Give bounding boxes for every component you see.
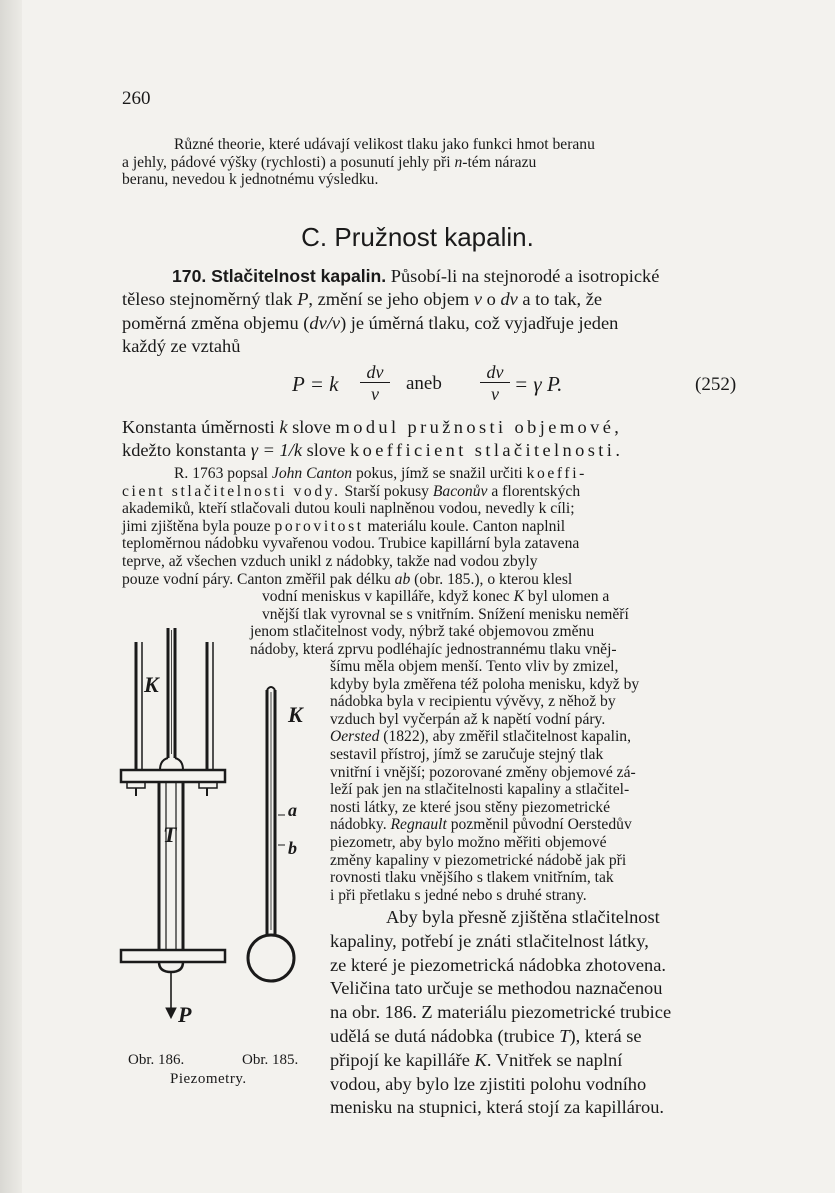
- final-line-6: udělá se dutá nádobka (trubice T), která se: [330, 1025, 642, 1046]
- para170-line-3: poměrná změna objemu (dv/v) je úměrná tlaku, což vyjadřuje jeden: [122, 312, 619, 333]
- konstanta-paragraph: [122, 416, 744, 463]
- caption-piezometry: Piezometry.: [170, 1071, 247, 1087]
- konstanta-line-1: Konstanta úměrnosti k slove modul pružnosti objemové,: [122, 417, 623, 437]
- final-line-9: menisku na stupnici, která stojí za kapillárou.: [330, 1097, 665, 1118]
- fraction-1: [360, 362, 390, 405]
- history-line-19: leží pak jen na stlačitelnosti kapaliny a stlačitel-: [330, 781, 630, 799]
- final-line-3: ze které je piezometrická nádobka zhotovena.: [330, 954, 666, 975]
- history-line-24: rovnosti tlaku vnějšího s tlakem vnitřním, tak: [330, 869, 614, 887]
- figure-label-b: b: [288, 838, 297, 858]
- final-line-7: připojí ke kapilláře K. Vnitřek se naplní: [330, 1049, 623, 1070]
- final-line-5: na obr. 186. Z materiálu piezometrické trubice: [330, 1002, 672, 1023]
- piezometer-185: [248, 687, 294, 981]
- para170-line-4: každý ze vztahů: [122, 336, 241, 357]
- fraction-1-denominator: v: [371, 384, 379, 404]
- history-line-10: jenom stlačitelnost vody, nýbrž také objemovou změnu: [250, 623, 595, 641]
- history-line-13: kdyby byla změřena též poloha menisku, když by: [330, 675, 640, 693]
- section-heading: C. Pružnost kapalin.: [301, 222, 534, 252]
- konstanta-line-2: kdežto konstanta γ = 1/k slove koefficient stlačitelnosti.: [122, 440, 624, 461]
- intro-paragraph: [122, 136, 744, 189]
- history-wrap-a: [250, 588, 744, 658]
- history-line-1: R. 1763 popsal John Canton pokus, jímž se snažil určiti koeffi-: [174, 465, 587, 482]
- figure-label-t: T: [163, 822, 177, 847]
- history-line-20: nosti látky, ze které jsou stěny piezometrické: [330, 798, 611, 816]
- equation-left-side: P = k: [292, 372, 339, 396]
- para170-line-2: těleso stejnoměrný tlak P, změní se jeho objem v o dv a to tak, že: [122, 289, 603, 310]
- history-line-22: piezometr, aby bylo možno měřiti objemové: [330, 833, 607, 851]
- caption-obr-186: Obr. 186.: [128, 1052, 185, 1068]
- equation-aneb: aneb: [406, 373, 442, 394]
- page-edge-shadow: [0, 0, 22, 1193]
- fraction-2-denominator: v: [491, 384, 499, 404]
- figure-label-p: P: [178, 1002, 192, 1027]
- history-paragraph: [122, 465, 744, 588]
- history-line-3: akademiků, kteří stlačovali dutou kouli naplněnou vodou, nevedly k cíli;: [122, 500, 575, 518]
- history-line-4: jimi zjištěna byla pouze porovitost materiálu koule. Canton naplnil: [122, 517, 566, 535]
- fraction-2-numerator: dv: [480, 362, 510, 383]
- history-line-23: změny kapaliny v piezometrické nádobě jak při: [330, 851, 627, 869]
- intro-line-2: a jehly, pádové výšky (rychlosti) a posunutí jehly při n-tém nárazu: [122, 153, 537, 171]
- intro-line-1: Různé theorie, které udávají velikost tlaku jako funkci hmot beranu: [174, 136, 595, 153]
- final-paragraph: [330, 906, 744, 1120]
- history-line-25: i při přetlaku s jedné nebo s druhé strany.: [330, 886, 587, 904]
- history-line-12: šímu měla objem menší. Tento vliv by zmizel,: [330, 658, 619, 675]
- history-line-7: pouze vodní páry. Canton změřil pak délku ab (obr. 185.), o kterou klesl: [122, 570, 573, 588]
- final-line-8: vodou, aby bylo lze zjistiti polohu vodního: [330, 1073, 647, 1094]
- fraction-2: [480, 362, 510, 405]
- history-line-6: teprve, až všechen vzduch unikl z nádobky, takže nad vodou zbyly: [122, 552, 538, 570]
- equation-number: (252): [695, 374, 737, 395]
- final-line-4: Veličina tato určuje se methodou naznačenou: [330, 978, 663, 999]
- para170-line-1: 170. Stlačitelnost kapalin. Působí-li na stejnorodé a isotropické: [172, 266, 660, 286]
- history-line-9: vnější tlak vyrovnal se s vnitřním. Snížení menisku neměří: [262, 605, 629, 623]
- paragraph-170: [122, 265, 744, 359]
- final-line-2: kapaliny, potřebí je znáti stlačitelnost látky,: [330, 930, 649, 951]
- final-line-1: Aby byla přesně zjištěna stlačitelnost: [386, 907, 660, 927]
- history-line-21: nádobky. Regnault pozměnil původní Oerstedův: [330, 816, 632, 834]
- history-line-18: vnitřní i vnější; pozorované změny objemové zá-: [330, 763, 636, 781]
- history-wrap-b: [330, 658, 744, 904]
- history-line-5: teploměrnou nádobku vyvařenou vodou. Trubice kapillární byla zatavena: [122, 535, 580, 553]
- history-line-14: nádobka byla v recipientu vývěvy, z něhož by: [330, 693, 616, 711]
- history-line-11: nádoby, která zprvu podléhajíc jednostrannému tlaku vněj-: [250, 640, 617, 658]
- section-170-title: 170. Stlačitelnost kapalin.: [172, 266, 387, 286]
- history-line-8: vodní meniskus v kapilláře, když konec K byl ulomen a: [262, 588, 610, 605]
- figure-label-k-right: K: [288, 702, 303, 727]
- figure-label-k-left: K: [144, 672, 159, 697]
- page-number: 260: [122, 88, 151, 109]
- history-line-2: cient stlačitelnosti vody. Starší pokusy Baconův a florentských: [122, 482, 581, 500]
- history-line-17: sestavil přístroj, jímž se zaručuje stejný tlak: [330, 745, 604, 763]
- history-line-15: vzduch byl vyčerpán až k napětí vodní páry.: [330, 710, 606, 728]
- intro-line-3: beranu, nevedou k jednotnému výsledku.: [122, 171, 379, 189]
- caption-obr-185: Obr. 185.: [242, 1052, 299, 1068]
- figure-label-a: a: [288, 800, 297, 820]
- equation-right-side: = γ P.: [514, 372, 563, 396]
- history-line-16: Oersted (1822), aby změřil stlačitelnost kapalin,: [330, 728, 631, 746]
- fraction-1-numerator: dv: [360, 362, 390, 383]
